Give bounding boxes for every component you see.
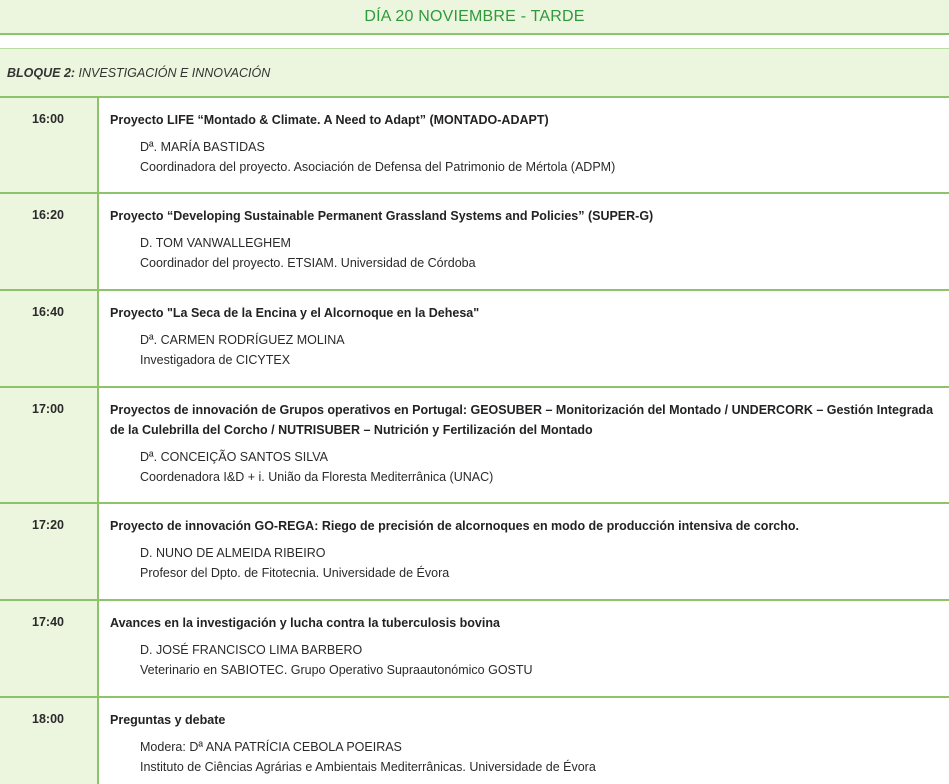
session-details [99, 291, 949, 386]
session-details [99, 98, 949, 192]
session-time: 17:20 [0, 504, 99, 599]
day-header: DÍA 20 NOVIEMBRE - TARDE [0, 0, 949, 35]
block-header [0, 48, 949, 98]
session-speaker: Dª. CONCEIÇÃO SANTOS SILVA [140, 450, 329, 464]
session-title: Proyecto “Developing Sustainable Permanent Grassland Systems and Policies” (SUPER-G) [110, 209, 654, 223]
session-affiliation: Veterinario en SABIOTEC. Grupo Operativo Supraautonómico GOSTU [140, 663, 533, 677]
session-time: 16:40 [0, 291, 99, 386]
session-speaker: Dª. CARMEN RODRÍGUEZ MOLINA [140, 333, 345, 347]
session-speaker: Modera: Dª ANA PATRÍCIA CEBOLA POEIRAS [140, 740, 402, 754]
session-title: Avances en la investigación y lucha contra la tuberculosis bovina [110, 616, 500, 630]
session-row [0, 504, 949, 601]
session-details [99, 388, 949, 502]
session-time: 17:00 [0, 388, 99, 502]
session-table [0, 98, 949, 784]
session-affiliation: Profesor del Dpto. de Fitotecnia. Universidade de Évora [140, 566, 450, 580]
session-row [0, 388, 949, 504]
session-title: Proyecto "La Seca de la Encina y el Alcornoque en la Dehesa" [110, 306, 480, 320]
session-affiliation: Coordinador del proyecto. ETSIAM. Universidad de Córdoba [140, 256, 476, 270]
block-title: INVESTIGACIÓN E INNOVACIÓN [75, 66, 271, 80]
session-title: Proyecto LIFE “Montado & Climate. A Need to Adapt” (MONTADO-ADAPT) [110, 113, 549, 127]
session-row [0, 601, 949, 698]
session-details [99, 698, 949, 784]
session-row [0, 698, 949, 784]
session-row [0, 291, 949, 388]
session-speaker: Dª. MARÍA BASTIDAS [140, 140, 265, 154]
session-time: 16:20 [0, 194, 99, 289]
session-details [99, 194, 949, 289]
session-details [99, 504, 949, 599]
spacer [0, 35, 949, 48]
session-title: Proyectos de innovación de Grupos operativos en Portugal: GEOSUBER – Monitorización del Montado / UNDERCORK – Gestión Integrada de la Culebrilla del Corcho / NUTRISUBER – Nutrición y Fertilización del Montado [110, 403, 934, 437]
block-label: BLOQUE 2: [7, 66, 76, 80]
session-title: Preguntas y debate [110, 713, 226, 727]
session-speaker: D. TOM VANWALLEGHEM [140, 236, 291, 250]
session-time: 18:00 [0, 698, 99, 784]
session-speaker: D. JOSÉ FRANCISCO LIMA BARBERO [140, 643, 363, 657]
session-affiliation: Instituto de Ciências Agrárias e Ambientais Mediterrânicas. Universidade de Évora [140, 760, 596, 774]
session-affiliation: Investigadora de CICYTEX [140, 353, 291, 367]
session-time: 16:00 [0, 98, 99, 192]
session-time: 17:40 [0, 601, 99, 696]
session-row [0, 98, 949, 194]
session-title: Proyecto de innovación GO-REGA: Riego de precisión de alcornoques en modo de producción intensiva de corcho. [110, 519, 800, 533]
session-affiliation: Coordinadora del proyecto. Asociación de Defensa del Patrimonio de Mértola (ADPM) [140, 160, 616, 174]
session-affiliation: Coordenadora I&D + i. União da Floresta Mediterrânica (UNAC) [140, 470, 494, 484]
session-row [0, 194, 949, 291]
session-details [99, 601, 949, 696]
session-speaker: D. NUNO DE ALMEIDA RIBEIRO [140, 546, 326, 560]
